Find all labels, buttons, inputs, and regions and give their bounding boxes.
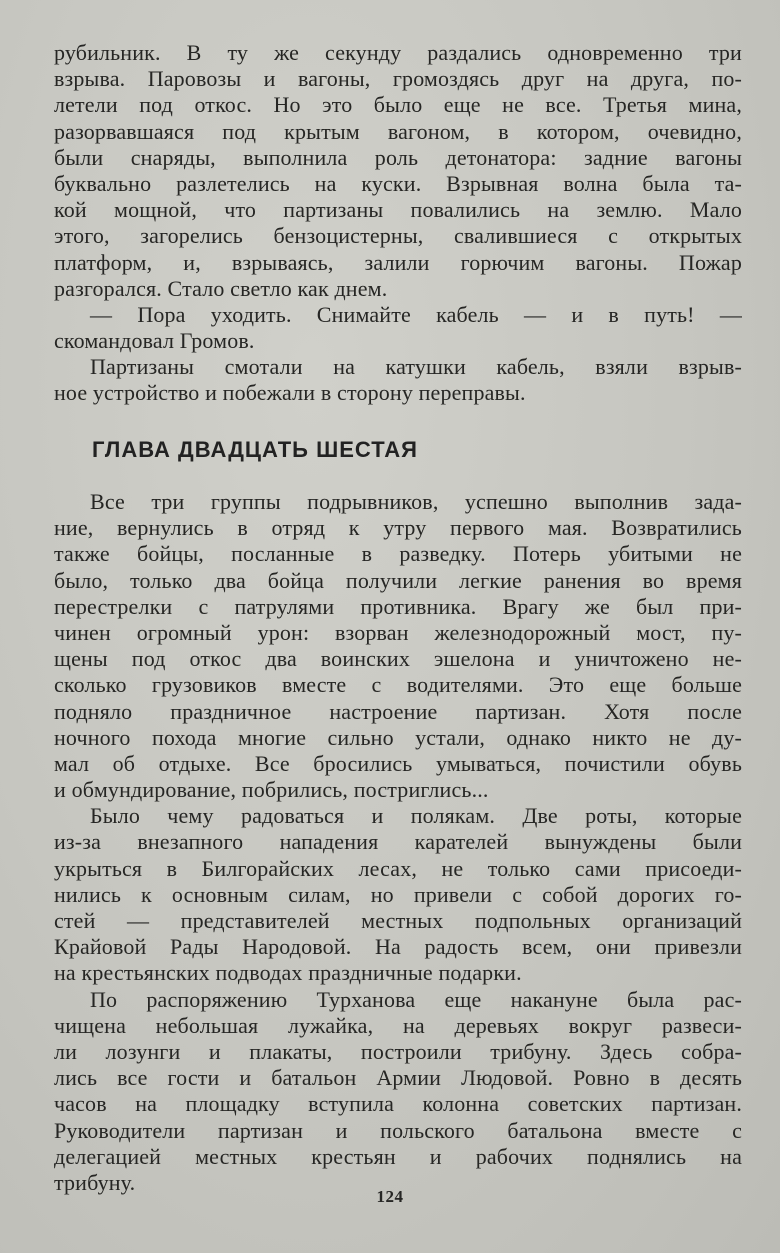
text-line: разорвавшаяся под крытым вагоном, в котором, очевидно, [54, 118, 742, 144]
text-line: щены под откос два воинских эшелона и уничтожено не- [54, 646, 742, 672]
text-line: были снаряды, выполнила роль детонатора: задние вагоны [54, 144, 742, 170]
text-line: ное устройство и побежали в сторону переправы. [54, 380, 526, 406]
text-block-chapter-body [54, 489, 742, 1196]
text-line: мал об отдыхе. Все бросились умываться, почистили обувь [54, 750, 742, 776]
text-line: разгорался. Стало светло как днем. [54, 275, 388, 301]
text-line: По распоряжению Турханова еще накануне была рас- [90, 986, 742, 1012]
text-line: стей — представителей местных подпольных организаций [54, 908, 742, 933]
text-line: рубильник. В ту же секунду раздались одновременно три [54, 40, 742, 65]
text-line: лись все гости и батальон Армии Людовой. Ровно в десять [54, 1065, 742, 1091]
page-number: 124 [376, 1187, 404, 1206]
text-line: на крестьянских подводах праздничные подарки. [54, 960, 522, 986]
text-line: укрыться в Билгорайских лесах, не только сами присоеди- [54, 855, 742, 881]
text-line: часов на площадку вступила колонна советских партизан. [54, 1091, 742, 1117]
text-line: трибуну. [54, 1169, 136, 1195]
text-line: было, только два бойца получили легкие ранения во время [54, 567, 742, 593]
text-line: и обмундирование, побрились, постриглись... [54, 777, 489, 803]
text-line: перестрелки с патрулями противника. Врагу же был при- [54, 593, 742, 619]
text-line: нились к основным силам, но привели с собой дорогих го- [54, 881, 742, 907]
text-line: взрыва. Паровозы и вагоны, громоздясь друг на друга, по- [54, 66, 742, 92]
text-line: платформ, и, взрываясь, залили горючим вагоны. Пожар [54, 249, 742, 275]
text-line: подняло праздничное настроение партизан. Хотя после [54, 698, 742, 724]
text-line: Все три группы подрывников, успешно выполнив зада- [90, 489, 742, 514]
text-line: чинен огромный урон: взорван железнодорожный мост, пу- [54, 619, 742, 645]
text-line: летели под откос. Но это было еще не все. Третья мина, [54, 92, 742, 118]
text-line: ночного похода многие сильно устали, однако никто не ду- [54, 724, 742, 750]
text-line: из-за внезапного нападения карателей вынуждены были [54, 829, 742, 855]
text-line: сколько грузовиков вместе с водителями. Это еще больше [54, 672, 742, 698]
text-line: буквально разлетелись на куски. Взрывная волна была та- [54, 170, 742, 196]
text-line: делегацией местных крестьян и рабочих поднялись на [54, 1143, 742, 1169]
text-block-top [54, 40, 742, 407]
text-line: ли лозунги и плакаты, построили трибуну. Здесь собра- [54, 1038, 742, 1064]
text-line: этого, загорелись бензоцистерны, свалившиеся с открытых [54, 223, 742, 249]
text-line: — Пора уходить. Снимайте кабель — и в путь! — [90, 301, 742, 327]
text-line: ние, вернулись в отряд к утру первого мая. Возвратились [54, 515, 742, 541]
text-line: скомандовал Громов. [54, 328, 255, 354]
text-line: кой мощной, что партизаны повалились на землю. Мало [54, 197, 742, 223]
text-line: Было чему радоваться и полякам. Две роты, которые [90, 803, 742, 829]
text-line: Крайовой Рады Народовой. На радость всем, они привезли [54, 934, 742, 960]
text-line: также бойцы, посланные в разведку. Потерь убитыми не [54, 541, 742, 567]
text-line: чищена небольшая лужайка, на деревьях вокруг развеси- [54, 1012, 742, 1038]
text-line: Партизаны смотали на катушки кабель, взяли взрыв- [90, 354, 742, 380]
text-line: Руководители партизан и польского батальона вместе с [54, 1117, 742, 1143]
chapter-heading: ГЛАВА ДВАДЦАТЬ ШЕСТАЯ [92, 437, 418, 462]
